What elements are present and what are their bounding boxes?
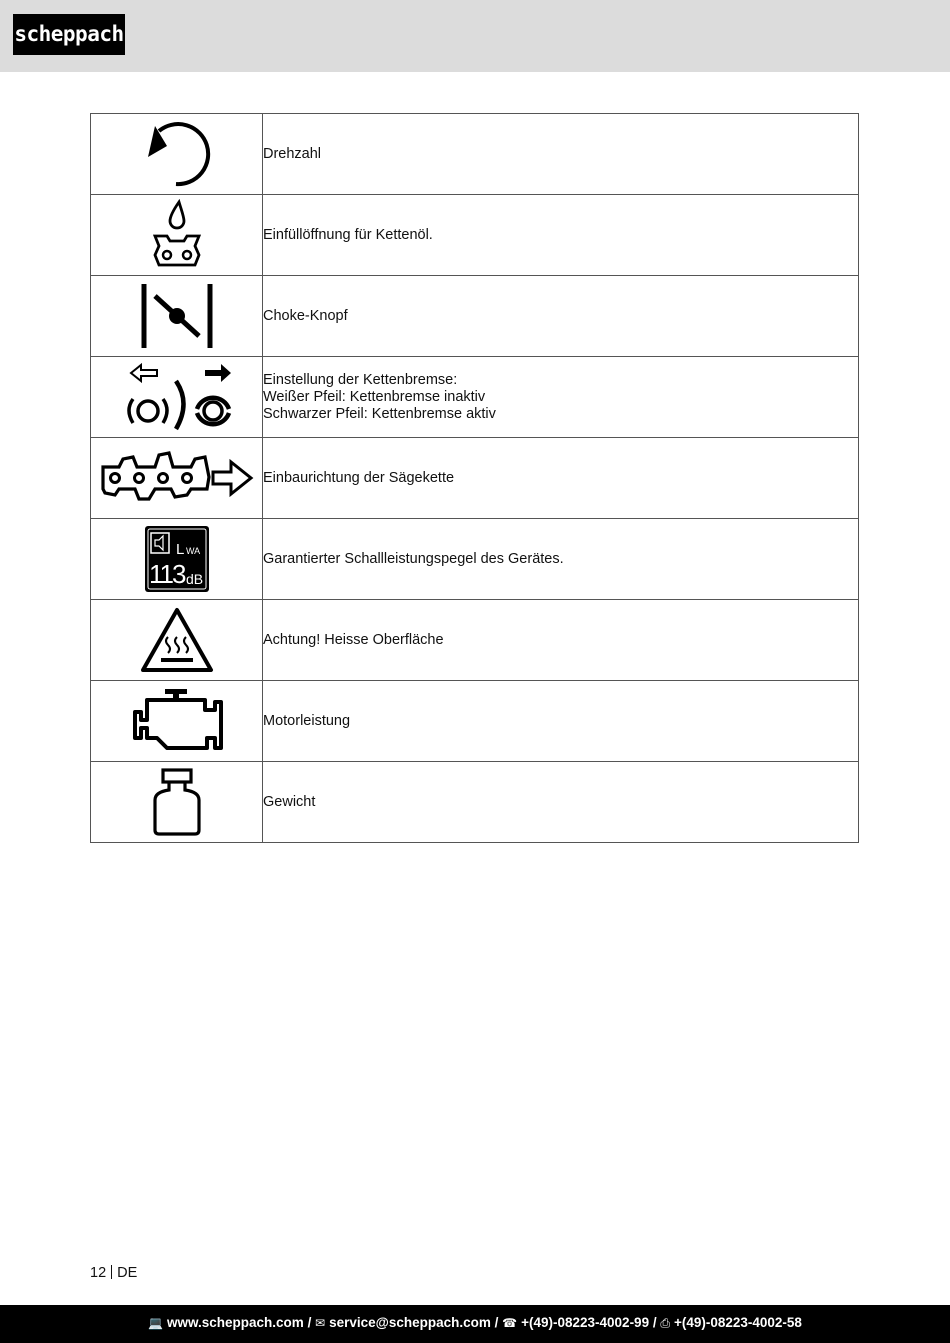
- fax-icon: ⎙: [660, 1316, 670, 1330]
- row-text: Garantierter Schallleistungspegel des Gerätes.: [263, 550, 564, 567]
- chain-oil-icon: [147, 199, 207, 271]
- header-bar: [0, 0, 950, 72]
- row-text: Weißer Pfeil: Kettenbremse inaktiv: [263, 388, 486, 405]
- table-row: [91, 438, 859, 519]
- table-row: [91, 681, 859, 762]
- page-number: [90, 1265, 137, 1281]
- sound-wa-label: WA: [185, 546, 200, 556]
- table-row: [91, 357, 859, 438]
- table-row: [91, 114, 859, 195]
- table-row: [91, 600, 859, 681]
- row-text: Choke-Knopf: [263, 307, 348, 324]
- footer-bar: [0, 1305, 950, 1343]
- row-text: Schwarzer Pfeil: Kettenbremse aktiv: [263, 405, 496, 422]
- footer-email-link[interactable]: service@scheppach.com: [329, 1315, 491, 1330]
- table-row: [91, 276, 859, 357]
- footer-separator: /: [303, 1315, 316, 1330]
- rotation-arrow-icon: [137, 117, 217, 191]
- weight-icon: [147, 766, 207, 838]
- saw-chain-direction-icon: [99, 445, 255, 511]
- footer-separator: /: [490, 1315, 503, 1330]
- choke-icon: [137, 280, 217, 352]
- row-text: Drehzahl: [263, 145, 322, 162]
- scheppach-logo: scheppach: [13, 14, 125, 55]
- sound-value: 113: [148, 559, 184, 589]
- row-text: Einbaurichtung der Sägekette: [263, 469, 455, 486]
- engine-icon: [129, 686, 225, 756]
- sound-unit: dB: [185, 571, 203, 587]
- row-text: Gewicht: [263, 793, 316, 810]
- table-row: [91, 195, 859, 276]
- table-row: [91, 519, 859, 600]
- sound-l-label: L: [175, 541, 184, 558]
- footer-website-link[interactable]: www.scheppach.com: [167, 1315, 304, 1330]
- mail-icon: ✉: [315, 1316, 326, 1330]
- page-language: DE: [117, 1265, 138, 1281]
- phone-icon: ☎: [502, 1316, 518, 1330]
- page-number-value: 12: [90, 1265, 107, 1281]
- page-separator: [111, 1265, 112, 1279]
- table-row: [91, 762, 859, 843]
- footer-separator: /: [649, 1315, 661, 1330]
- chain-brake-icon: [117, 361, 237, 433]
- computer-icon: 💻: [148, 1316, 164, 1330]
- footer-fax: +(49)-08223-4002-58: [673, 1315, 802, 1330]
- sound-power-icon: [142, 523, 212, 595]
- row-text: Achtung! Heisse Oberfläche: [263, 631, 444, 648]
- row-text: Motorleistung: [263, 712, 351, 729]
- hot-surface-warning-icon: [137, 604, 217, 676]
- row-text: Einfüllöffnung für Kettenöl.: [263, 226, 433, 243]
- row-text: Einstellung der Kettenbremse:: [263, 371, 458, 388]
- symbol-table: [90, 113, 859, 843]
- footer-phone: +(49)-08223-4002-99: [521, 1315, 650, 1330]
